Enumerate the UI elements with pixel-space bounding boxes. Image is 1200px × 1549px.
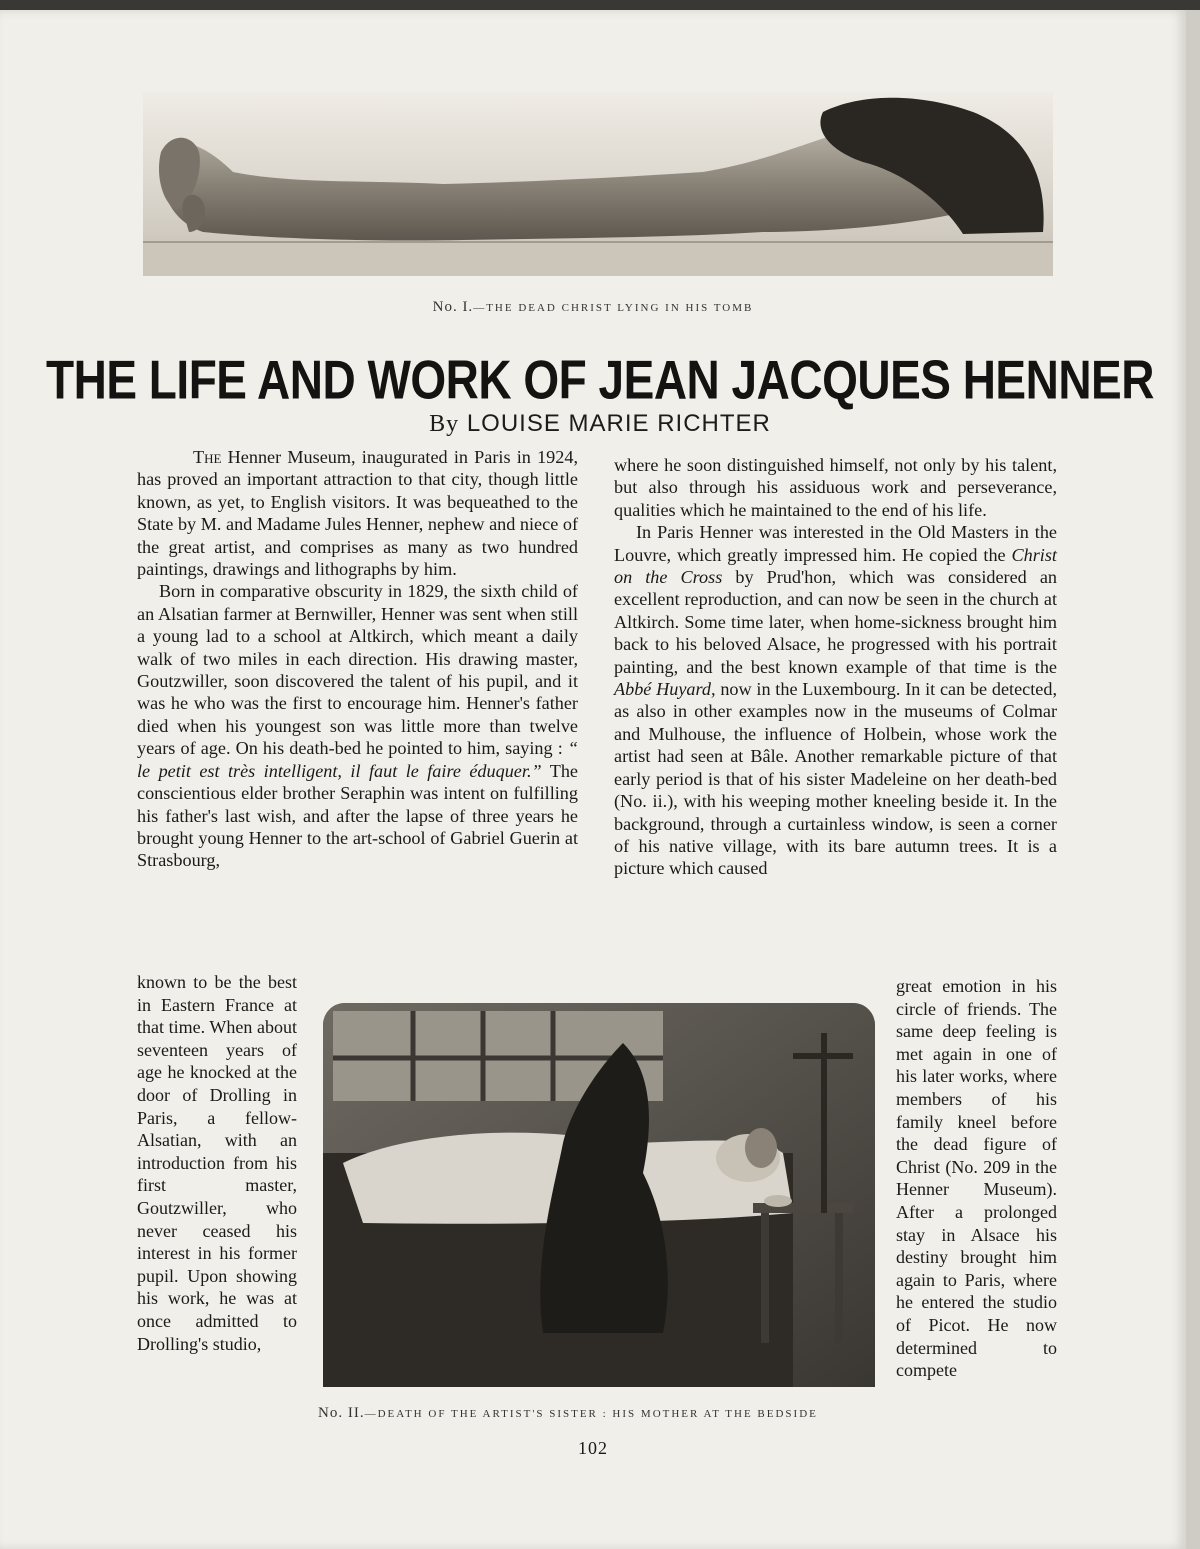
death-of-sister-image <box>323 1003 875 1387</box>
article-title: THE LIFE AND WORK OF JEAN JACQUES HENNER <box>46 349 1154 411</box>
article-byline <box>0 410 1186 438</box>
magazine-page <box>0 10 1186 1549</box>
right-narrow-column: great emotion in his circle of friends. The same deep feeling is met again in one of his later works, where members of his family kneel before the dead figure of Christ (No. 209 in the Henner Museum). After a prolonged stay in Alsace his destiny brought him again to Paris, where he entered the studio of Picot. He now determined to compete <box>896 976 1057 1381</box>
figure-1-caption <box>0 299 1186 316</box>
italic-christ-on-the-cross: Christ on the Cross <box>614 544 1057 588</box>
right-paragraph-2-a: In Paris Henner was interested in the Old Masters in the Louvre, which greatly impressed him. He copied the <box>614 522 1057 565</box>
left-paragraph-2-text: Born in comparative obscurity in 1829, the sixth child of an Alsatian farmer at Bernwiller, Henner was sent when still a young lad to a school at Altkirch, which meant a daily walk of two miles in each direction. His drawing master, Goutzwiller, soon discovered the talent of his pupil, and it was he who was the first to encourage him. Henner's father died when his youngest son was little more than twelve years of age. On his death-bed he pointed to him, saying : <box>137 581 578 759</box>
scan-top-border <box>0 0 1200 10</box>
right-paragraph-2 <box>614 521 1057 880</box>
dead-christ-image <box>143 92 1053 276</box>
left-paragraph-2-end: The conscientious elder brother Seraphin was intent on fulfilling his father's last wish, and after the lapse of three years he brought young Henner to the art-school of Gabriel Guerin at Strasbourg, <box>137 760 578 871</box>
right-paragraph-2-c: now in the Luxembourg. In it can be detected, as also in other examples now in the museums of Colmar and Mulhouse, the influence of Holbein, whose work the artist had seen at Bâle. Another remarkable picture of that early period is that of his sister Madeleine on her death-bed (No. ii.), with his weeping mother kneeling beside it. In the background, through a curtainless window, is seen a corner of his native village, with its bare autumn trees. It is a picture which caused <box>614 679 1057 879</box>
byline-by: By <box>429 411 460 437</box>
right-paragraph-1: where he soon distinguished himself, not only by his talent, but also through his assiduous work and perseverance, qualities which he maintained to the end of his life. <box>614 455 1057 520</box>
figure-death-of-sister-plate <box>323 1003 875 1387</box>
left-column <box>137 446 578 872</box>
left-paragraph-1 <box>137 446 578 580</box>
figure-1-number: No. I. <box>432 299 474 315</box>
figure-2-caption <box>318 1405 878 1422</box>
figure-1-caption-text: —THE DEAD CHRIST LYING IN HIS TOMB <box>473 302 754 314</box>
byline-author: LOUISE MARIE RICHTER <box>466 410 771 437</box>
scan-right-edge <box>1186 10 1200 1549</box>
father-quote: “ le petit est très intelligent, il faut le faire éduquer.” <box>137 738 579 781</box>
page-number: 102 <box>578 1438 608 1458</box>
left-narrow-column: known to be the best in Eastern France at that time. When about seventeen years of age he knocked at the door of Drolling in Paris, a fellow-Alsatian, with an introduction from his first master, Goutzwiller, who never ceased his interest in his former pupil. Upon showing his work, he was at once admitted to Drolling's studio, <box>137 972 297 1354</box>
figure-2-caption-text: —DEATH OF THE ARTIST'S SISTER : HIS MOTHER AT THE BEDSIDE <box>364 1408 818 1420</box>
figure-dead-christ-plate <box>143 92 1053 276</box>
right-column <box>614 454 1057 880</box>
italic-abbe-huyard: Abbé Huyard, <box>614 679 716 700</box>
drop-lead-word: The <box>193 447 222 467</box>
figure-2-number: No. II. <box>318 1405 365 1421</box>
right-paragraph-2-b: by Prud'hon, which was considered an excellent reproduction, and can now be seen in the church at Altkirch. Some time later, when home-sickness brought him back to his beloved Alsace, he progressed with his portrait painting, and the best known example of that time is the <box>614 567 1057 677</box>
left-paragraph-2 <box>137 580 578 871</box>
left-paragraph-1-text: Henner Museum, inaugurated in Paris in 1924, has proved an important attraction to that city, though little known, as yet, to English visitors. It was bequeathed to the State by M. and Madame Jules Henner, nephew and niece of the great artist, and comprises as many as two hundred paintings, drawings and lithographs by him. <box>137 447 579 580</box>
